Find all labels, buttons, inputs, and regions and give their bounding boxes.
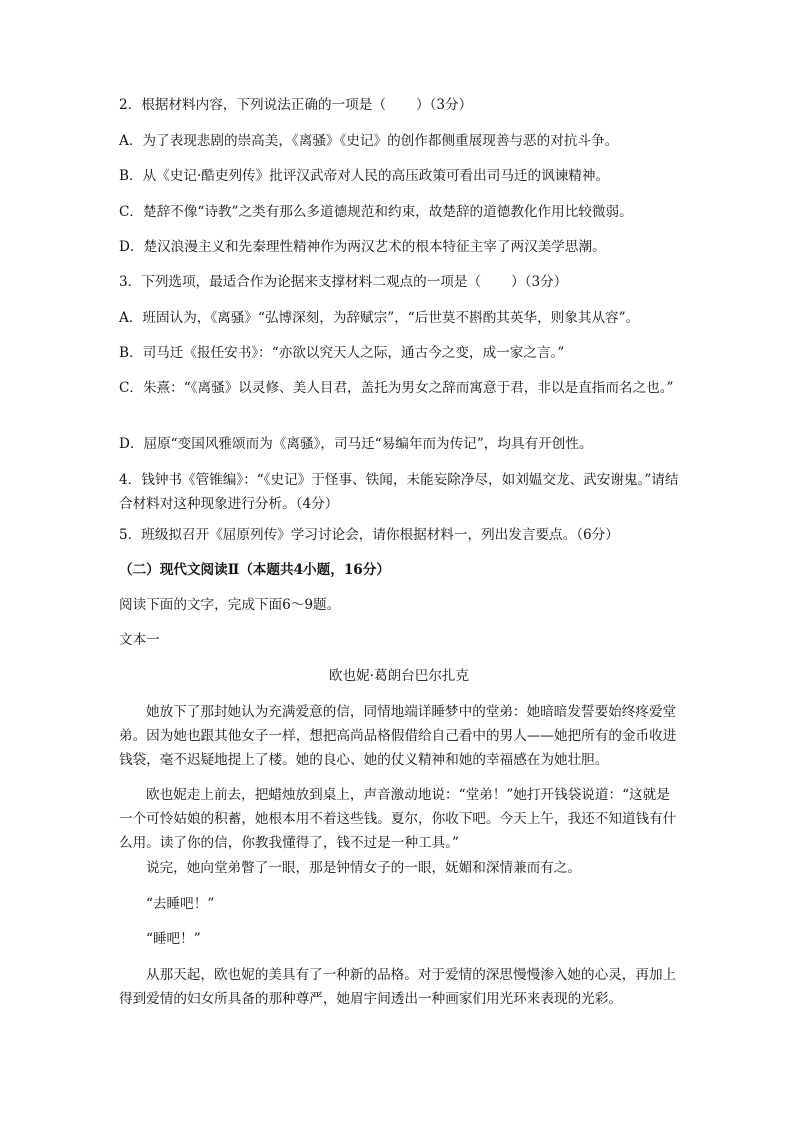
question-5: 5．班级拟召开《屈原列传》学习讨论会，请你根据材料一，列出发言要点。（6分） [119,527,619,543]
article-title: 欧也妮·葛朗台巴尔扎克 [328,668,470,684]
article-paragraph-1: 她放下了那封她认为充满爱意的信，同情地端详睡梦中的堂弟：她暗暗发誓要始终疼爱堂弟。因为她也跟其他女子一样，想把高尚品格假借给自己看中的男人——她把所有的金币收进钱袋，毫不迟疑地提上了楼。她的良心、她的仗义精神和她的幸福感在为她壮胆。 [119,704,677,768]
question-3-option-a: A．班固认为，《离骚》“弘博深刻，为辞赋宗”，“后世莫不斟酌其英华，则象其从容”。 [119,310,640,326]
question-2-option-b: B．从《史记·酷吏列传》批评汉武帝对人民的高压政策可看出司马迁的讽谏精神。 [119,168,610,184]
article-paragraph-2: 欧也妮走上前去，把蜡烛放到桌上，声音激动地说：“堂弟！”她打开钱袋说道：“这就是一个可怜姑娘的积蓄，她根本用不着这些钱。夏尔，你收下吧。今天上午，我还不知道钱有什么用。读了你的信，你教我懂得了，钱不过是一种工具。” [119,787,677,851]
question-2-option-d: D．楚汉浪漫主义和先秦理性精神作为两汉艺术的根本特征主宰了两汉美学思潮。 [119,239,606,255]
question-2-stem-text: 2．根据材料内容，下列说法正确的一项是（ [119,97,386,113]
question-3-stem-text: 3．下列选项，最适合作为论据来支撑材料二观点的一项是（ [119,274,482,290]
section-heading: （二）现代文阅读Ⅱ（本题共4小题，16分） [119,562,390,578]
question-2-stem [119,97,679,114]
section-instruction: 阅读下面的文字，完成下面6～9题。 [119,597,341,613]
question-2-option-c: C．楚辞不像“诗教”之类有那么多道德规范和约束，故楚辞的道德教化作用比较微弱。 [119,204,633,220]
question-3-option-b: B．司马迁《报任安书》：“亦欲以究天人之际，通古今之变，成一家之言。” [119,345,565,361]
question-2-option-a: A．为了表现悲剧的崇高美，《离骚》《史记》的创作都侧重展现善与恶的对抗斗争。 [119,133,619,149]
article-paragraph-5: “睡吧！” [146,931,201,947]
question-4: 4．钱钟书《管锥编》：“《史记》于怪事、铁闻，未能妄除净尽，如刘媪交龙、武安谢鬼。”请结合材料对这种现象进行分析。（4分） [119,472,679,512]
article-paragraph-6: 从那天起，欧也妮的美具有了一种新的品格。对于爱情的深思慢慢渗入她的心灵，再加上得到爱情的妇女所具备的那种尊严，她眉宇间透出一种画家们用光环来表现的光彩。 [119,967,677,1007]
question-3-option-d: D．屈原“变国风雅颂而为《离骚》，司马迁“易编年而为传记”，均具有开创性。 [119,436,593,452]
question-3-stem [119,274,679,291]
question-3-score: ）（3分） [511,274,568,290]
article-paragraph-3: 说完，她向堂弟瞥了一眼，那是钟情女子的一眼，妩媚和深情兼而有之。 [146,860,581,876]
question-2-score: ）（3分） [415,97,473,113]
text-label: 文本一 [119,632,160,648]
question-3-option-c: C．朱熹：“《离骚》以灵修、美人目君，盖托为男女之辞而寓意于君，非以是直指而名之也。” [119,380,674,396]
article-paragraph-4: “去睡吧！” [146,896,215,912]
